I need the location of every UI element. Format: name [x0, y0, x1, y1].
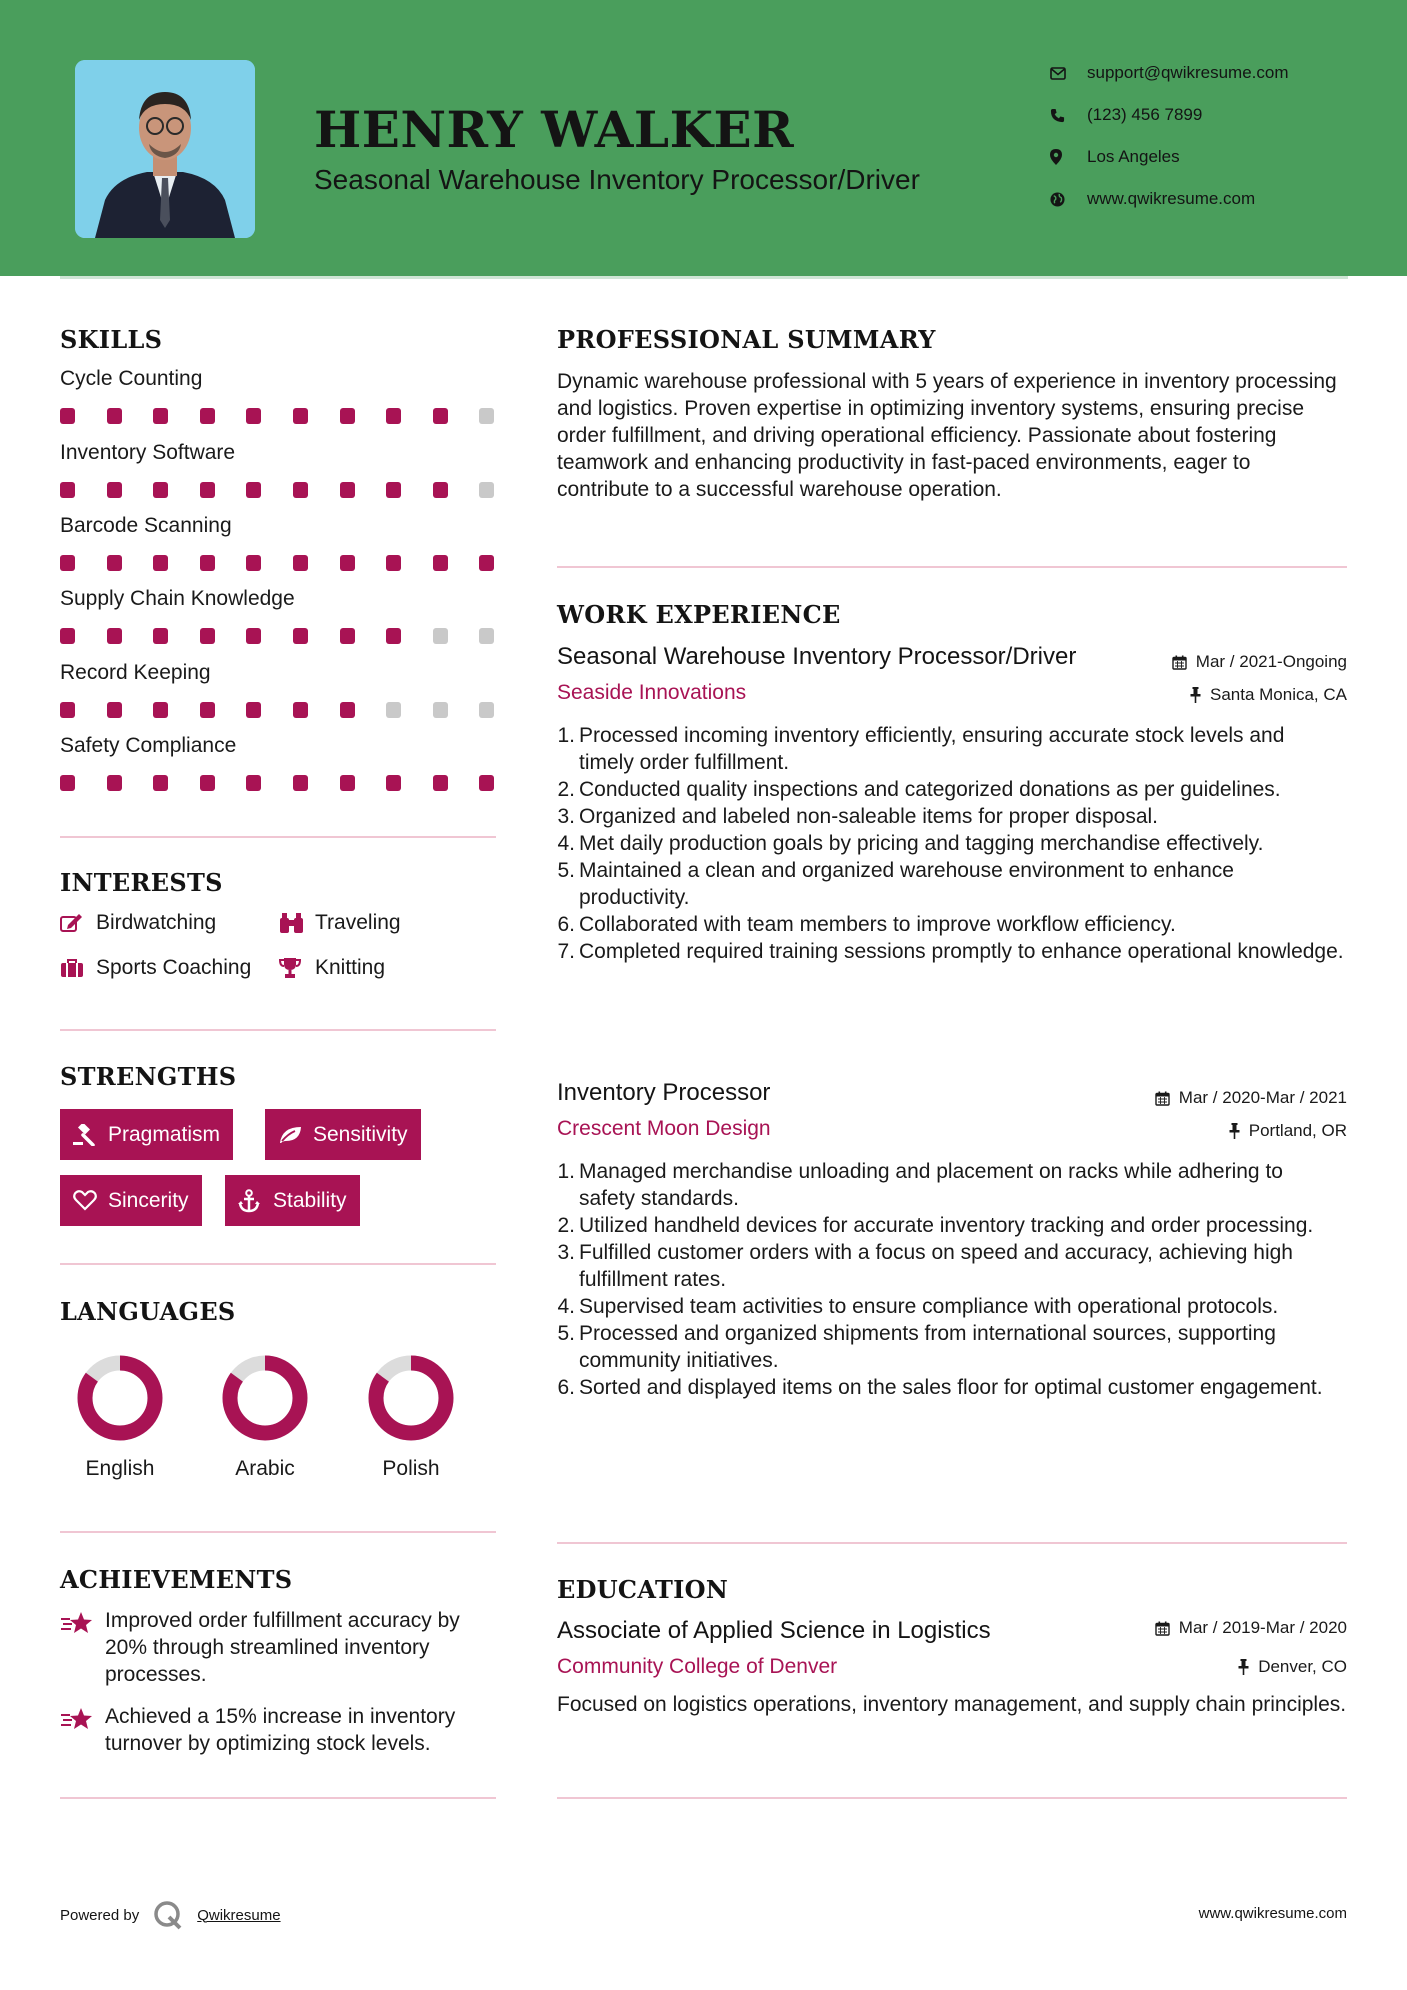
bullet-text: Managed merchandise unloading and placement on racks while adhering to safety standards.	[579, 1160, 1283, 1210]
skill-dot-filled	[433, 482, 448, 498]
summary-heading: PROFESSIONAL SUMMARY	[557, 325, 936, 354]
skill-dot-empty	[479, 702, 494, 718]
skill-dot-filled	[293, 408, 308, 424]
bullet-text: Processed incoming inventory efficiently, ensuring accurate stock levels and timely order fulfillment.	[579, 724, 1285, 774]
pin-icon	[1229, 1123, 1240, 1139]
company-name: Seaside Innovations	[557, 681, 747, 704]
bullet-text: Collaborated with team members to improve workflow efficiency.	[579, 913, 1176, 936]
strength-label: Stability	[273, 1188, 347, 1212]
language-item	[357, 1352, 465, 1481]
map-marker-icon	[1050, 149, 1087, 165]
summary-text: Dynamic warehouse professional with 5 years of experience in inventory processing and logistics. Proven expertise in optimizing inventory systems, ensuring precise order fulfillment, and driving operational efficiency. Passionate about fostering teamwork and enhancing productivity in fast-paced environments, eager to contribute to a successful warehouse operation.	[557, 370, 1337, 501]
list-item: 7. Completed required training sessions promptly to enhance operational knowledge.	[557, 940, 1344, 963]
skill-dot-filled	[153, 555, 168, 571]
languages-heading: LANGUAGES	[60, 1297, 236, 1326]
edit-icon	[60, 913, 96, 933]
education-dates	[1155, 1618, 1347, 1638]
skill-dot-filled	[200, 408, 215, 424]
footer-branding	[60, 1900, 281, 1930]
contact-location	[1050, 136, 1380, 178]
list-item: 1. Processed incoming inventory efficiently, ensuring accurate stock levels and timely order fulfillment.	[554, 722, 1344, 776]
gavel-icon	[73, 1124, 108, 1146]
skills-heading: SKILLS	[60, 325, 163, 354]
skill-dot-filled	[246, 702, 261, 718]
interest-label: Knitting	[315, 956, 386, 979]
interest-item	[60, 911, 216, 935]
skill-dot-filled	[479, 555, 494, 571]
skill-rating	[60, 625, 500, 647]
education-dates-text: Mar / 2019-Mar / 2020	[1178, 1618, 1347, 1637]
achievement-text: Achieved a 15% increase in inventory turnover by optimizing stock levels.	[105, 1705, 456, 1755]
contact-phone-text: (123) 456 7899	[1087, 105, 1203, 124]
job-dates-text: Mar / 2020-Mar / 2021	[1178, 1088, 1347, 1107]
skill-dot-empty	[479, 408, 494, 424]
strength-label: Sensitivity	[313, 1122, 408, 1146]
list-item: 4. Supervised team activities to ensure compliance with operational protocols.	[557, 1295, 1279, 1318]
skill-dot-filled	[60, 555, 75, 571]
strength-tag	[225, 1175, 360, 1226]
list-item: 6. Collaborated with team members to improve workflow efficiency.	[557, 913, 1176, 936]
calendar-icon	[1155, 1091, 1170, 1106]
skill-dot-filled	[293, 482, 308, 498]
skill-dot-filled	[340, 408, 355, 424]
strength-label: Sincerity	[108, 1188, 189, 1212]
skill-dot-filled	[107, 408, 122, 424]
degree-title: Associate of Applied Science in Logistics	[557, 1617, 991, 1644]
education-location-text: Denver, CO	[1258, 1657, 1347, 1676]
qwikresume-link[interactable]: Qwikresume	[197, 1906, 281, 1924]
footer-url[interactable]: www.qwikresume.com	[1198, 1905, 1347, 1922]
interest-item	[279, 956, 385, 980]
skill-dot-filled	[293, 775, 308, 791]
skill-item	[60, 514, 500, 574]
envelope-icon	[1050, 67, 1087, 80]
skill-dot-filled	[386, 555, 401, 571]
education-description: Focused on logistics operations, inventory management, and supply chain principles.	[557, 1693, 1347, 1716]
leaf-icon	[278, 1125, 313, 1145]
bullet-text: Supervised team activities to ensure compliance with operational protocols.	[579, 1295, 1279, 1318]
language-proficiency-ring	[66, 1352, 174, 1444]
skill-dot-filled	[340, 775, 355, 791]
star-icon	[60, 1607, 105, 1688]
calendar-icon	[1155, 1621, 1170, 1636]
skill-dot-filled	[200, 775, 215, 791]
section-divider	[557, 1542, 1347, 1544]
interest-label: Sports Coaching	[96, 956, 252, 979]
job-bullet-list	[554, 1158, 1344, 1401]
skill-item	[60, 367, 500, 427]
skill-rating	[60, 699, 500, 721]
strength-tag	[60, 1175, 202, 1226]
section-divider	[557, 1797, 1347, 1799]
job-location	[1229, 1121, 1347, 1141]
company-name: Crescent Moon Design	[557, 1117, 771, 1140]
skill-dot-filled	[107, 775, 122, 791]
section-divider	[60, 1797, 496, 1799]
contact-location-text: Los Angeles	[1087, 147, 1180, 166]
skill-dot-filled	[200, 628, 215, 644]
resume-header	[0, 0, 1407, 276]
contact-website[interactable]	[1050, 178, 1380, 220]
bullet-text: Processed and organized shipments from international sources, supporting community initiatives.	[579, 1322, 1276, 1372]
achievement-item	[60, 1703, 500, 1757]
skill-rating	[60, 479, 500, 501]
strength-label: Pragmatism	[108, 1122, 221, 1146]
skill-dot-filled	[60, 628, 75, 644]
skill-dot-empty	[433, 628, 448, 644]
skill-dot-filled	[153, 408, 168, 424]
list-item: 3. Organized and labeled non-saleable items for proper disposal.	[557, 805, 1159, 828]
list-item: 1. Managed merchandise unloading and placement on racks while adhering to safety standards.	[554, 1158, 1344, 1212]
skill-dot-filled	[340, 702, 355, 718]
job-dates	[1155, 1088, 1347, 1108]
skill-dot-filled	[246, 628, 261, 644]
skill-dot-filled	[200, 555, 215, 571]
skill-dot-empty	[479, 482, 494, 498]
skill-dot-filled	[386, 482, 401, 498]
skill-dot-filled	[107, 555, 122, 571]
achievements-heading: ACHIEVEMENTS	[60, 1565, 293, 1594]
skill-label: Barcode Scanning	[60, 514, 232, 537]
skill-item	[60, 734, 500, 794]
skill-dot-filled	[107, 702, 122, 718]
skill-rating	[60, 552, 500, 574]
language-label: English	[85, 1457, 155, 1480]
skill-dot-filled	[386, 628, 401, 644]
language-item	[66, 1352, 174, 1481]
bullet-text: Fulfilled customer orders with a focus on speed and accuracy, achieving high fulfillment rates.	[579, 1241, 1293, 1291]
binoculars-icon	[279, 912, 315, 934]
skill-dot-empty	[386, 702, 401, 718]
strength-tag	[60, 1109, 233, 1160]
candidate-name: HENRY WALKER	[314, 100, 795, 159]
skill-dot-filled	[433, 408, 448, 424]
skill-dot-filled	[340, 482, 355, 498]
skill-item	[60, 661, 500, 721]
job-dates-text: Mar / 2021-Ongoing	[1195, 652, 1347, 671]
contact-list	[1050, 52, 1380, 220]
bullet-text: Utilized handheld devices for accurate inventory tracking and order processing.	[579, 1214, 1314, 1237]
job-dates	[1172, 652, 1347, 672]
header-underline	[60, 276, 1348, 279]
skill-dot-filled	[340, 628, 355, 644]
achievement-text: Improved order fulfillment accuracy by 20% through streamlined inventory processes.	[105, 1609, 460, 1686]
skill-dot-filled	[433, 775, 448, 791]
skill-label: Cycle Counting	[60, 367, 203, 390]
education-heading: EDUCATION	[557, 1575, 729, 1604]
list-item: 2. Utilized handheld devices for accurate inventory tracking and order processing.	[557, 1214, 1314, 1237]
calendar-icon	[1172, 655, 1187, 670]
skill-dot-filled	[60, 702, 75, 718]
list-item: 4. Met daily production goals by pricing and tagging merchandise effectively.	[557, 832, 1264, 855]
language-label: Polish	[382, 1457, 440, 1480]
skill-item	[60, 441, 500, 501]
skill-dot-filled	[479, 775, 494, 791]
strengths-heading: STRENGTHS	[60, 1062, 237, 1091]
language-item	[211, 1352, 319, 1481]
skill-dot-filled	[386, 775, 401, 791]
skill-dot-empty	[479, 628, 494, 644]
job-title: Inventory Processor	[557, 1079, 771, 1106]
skill-dot-filled	[107, 482, 122, 498]
language-label: Arabic	[235, 1457, 295, 1480]
qwikresume-logo-icon	[153, 1900, 183, 1930]
skill-label: Safety Compliance	[60, 734, 237, 757]
job-bullet-list	[554, 722, 1344, 965]
profile-photo	[75, 60, 255, 238]
section-divider	[60, 1029, 496, 1031]
experience-heading: WORK EXPERIENCE	[557, 600, 841, 629]
section-divider	[60, 1263, 496, 1265]
contact-phone[interactable]	[1050, 94, 1380, 136]
achievement-item	[60, 1607, 500, 1688]
globe-icon	[1050, 192, 1087, 207]
trophy-icon	[279, 957, 315, 979]
list-item: 6. Sorted and displayed items on the sales floor for optimal customer engagement.	[557, 1376, 1323, 1399]
school-name: Community College of Denver	[557, 1655, 838, 1678]
bullet-text: Sorted and displayed items on the sales floor for optimal customer engagement.	[579, 1376, 1323, 1399]
skill-dot-empty	[433, 702, 448, 718]
section-divider	[557, 566, 1347, 568]
list-item: 3. Fulfilled customer orders with a focus on speed and accuracy, achieving high fulfillment rates.	[554, 1239, 1344, 1293]
skill-dot-filled	[246, 408, 261, 424]
skill-dot-filled	[200, 702, 215, 718]
contact-website-text: www.qwikresume.com	[1087, 189, 1256, 208]
skill-dot-filled	[246, 482, 261, 498]
powered-by-text: Powered by	[60, 1906, 140, 1924]
interest-item	[279, 911, 401, 935]
section-divider	[60, 1531, 496, 1533]
strength-tag	[265, 1109, 421, 1160]
skill-item	[60, 587, 500, 647]
language-proficiency-ring	[357, 1352, 465, 1444]
skill-label: Record Keeping	[60, 661, 211, 684]
anchor-icon	[238, 1189, 273, 1213]
skill-dot-filled	[60, 482, 75, 498]
phone-icon	[1050, 108, 1087, 123]
skill-dot-filled	[246, 775, 261, 791]
job-location-text: Santa Monica, CA	[1209, 685, 1347, 704]
skill-rating	[60, 405, 500, 427]
language-proficiency-ring	[211, 1352, 319, 1444]
job-location	[1190, 685, 1347, 705]
skill-dot-filled	[386, 408, 401, 424]
bullet-text: Met daily production goals by pricing and tagging merchandise effectively.	[579, 832, 1264, 855]
skill-dot-filled	[340, 555, 355, 571]
list-item: 2. Conducted quality inspections and categorized donations as per guidelines.	[557, 778, 1281, 801]
list-item: 5. Maintained a clean and organized warehouse environment to enhance productivity.	[554, 857, 1344, 911]
skill-label: Inventory Software	[60, 441, 236, 464]
skill-dot-filled	[293, 628, 308, 644]
skill-dot-filled	[246, 555, 261, 571]
pin-icon	[1238, 1659, 1249, 1675]
skill-dot-filled	[200, 482, 215, 498]
bullet-text: Maintained a clean and organized warehouse environment to enhance productivity.	[579, 859, 1234, 909]
briefcase-icon	[60, 958, 96, 978]
skill-dot-filled	[153, 702, 168, 718]
bullet-text: Organized and labeled non-saleable items for proper disposal.	[579, 805, 1159, 828]
skill-dot-filled	[107, 628, 122, 644]
skill-dot-filled	[60, 408, 75, 424]
skill-dot-filled	[153, 628, 168, 644]
contact-email[interactable]	[1050, 52, 1380, 94]
skill-dot-filled	[293, 702, 308, 718]
skill-dot-filled	[293, 555, 308, 571]
interests-heading: INTERESTS	[60, 868, 223, 897]
job-location-text: Portland, OR	[1248, 1121, 1347, 1140]
heart-icon	[73, 1190, 108, 1211]
candidate-title: Seasonal Warehouse Inventory Processor/Driver	[314, 164, 920, 195]
education-location	[1238, 1657, 1347, 1677]
skill-dot-filled	[153, 482, 168, 498]
star-icon	[60, 1703, 105, 1757]
pin-icon	[1190, 687, 1201, 703]
section-divider	[60, 836, 496, 838]
list-item: 5. Processed and organized shipments from international sources, supporting community initiatives.	[554, 1320, 1344, 1374]
skill-rating	[60, 772, 500, 794]
interest-label: Birdwatching	[96, 911, 217, 934]
skill-label: Supply Chain Knowledge	[60, 587, 295, 610]
interest-label: Traveling	[315, 911, 401, 934]
job-title: Seasonal Warehouse Inventory Processor/Driver	[557, 643, 1077, 670]
contact-email-text: support@qwikresume.com	[1087, 63, 1289, 82]
bullet-text: Conducted quality inspections and categorized donations as per guidelines.	[579, 778, 1281, 801]
skill-dot-filled	[153, 775, 168, 791]
interest-item	[60, 956, 251, 980]
skill-dot-filled	[433, 555, 448, 571]
skill-dot-filled	[60, 775, 75, 791]
bullet-text: Completed required training sessions promptly to enhance operational knowledge.	[579, 940, 1344, 963]
